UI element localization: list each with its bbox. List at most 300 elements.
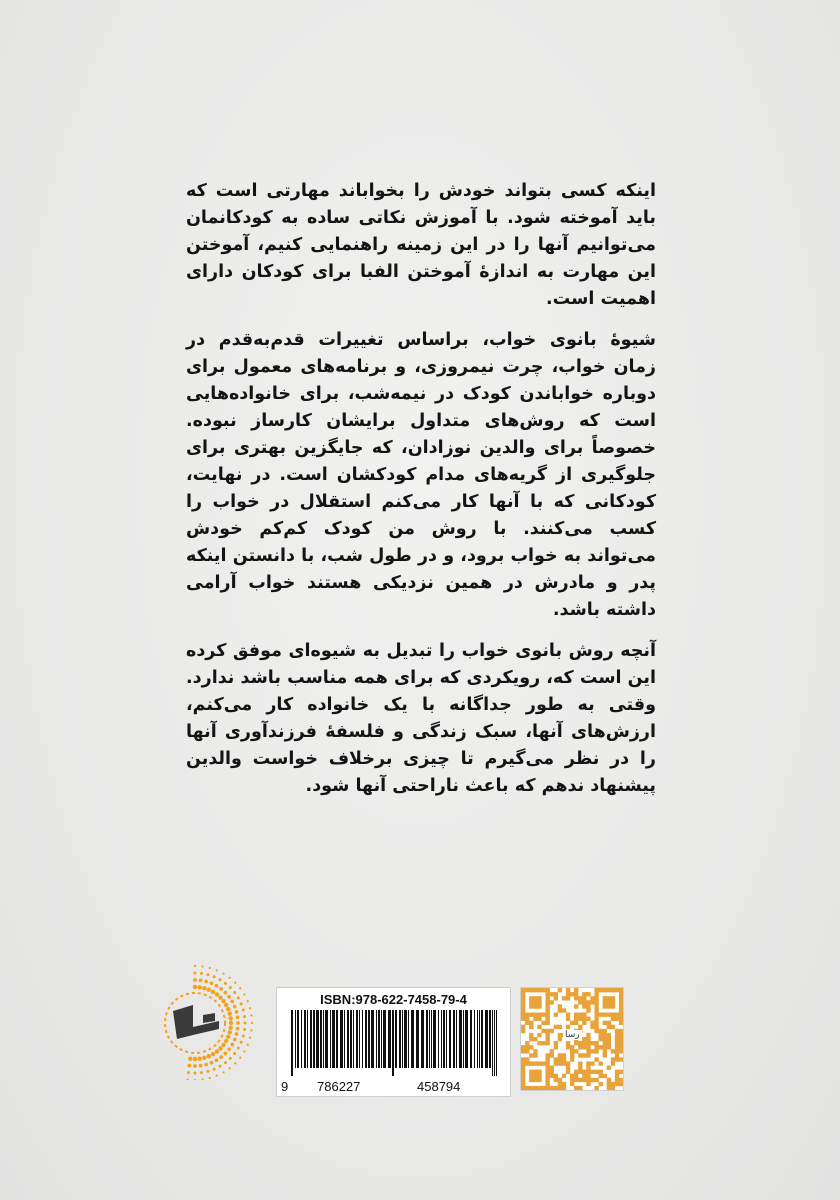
qr-module: [603, 1021, 607, 1025]
qr-module: [570, 1053, 574, 1057]
barcode-bar: [295, 1010, 296, 1068]
qr-module: [545, 1037, 549, 1041]
qr-module: [550, 1049, 554, 1053]
qr-module: [533, 1070, 537, 1074]
qr-module: [603, 988, 607, 992]
qr-module: [545, 1078, 549, 1082]
barcode-bar: [336, 1010, 338, 1068]
logo-ray-dot: [230, 1043, 234, 1047]
qr-module: [611, 1004, 615, 1008]
logo-ray-dot: [224, 1003, 228, 1007]
qr-module: [521, 1086, 525, 1090]
logo-ray-dot: [228, 1030, 232, 1034]
barcode-bar: [431, 1010, 432, 1068]
logo-ray-dot: [247, 1044, 249, 1046]
qr-module: [541, 1012, 545, 1016]
qr-module: [554, 1025, 558, 1029]
qr-module: [578, 1017, 582, 1021]
logo-ray-dot: [224, 982, 227, 985]
logo-ray-dot: [222, 1071, 224, 1073]
qr-code: [520, 987, 624, 1091]
qr-module: [558, 1033, 562, 1037]
qr-module: [558, 1082, 562, 1086]
logo-ray-dot: [229, 1067, 231, 1069]
barcode-bar: [365, 1010, 367, 1068]
barcode-bar: [459, 1010, 462, 1068]
qr-module: [574, 1041, 578, 1045]
qr-module: [586, 1045, 590, 1049]
qr-module: [550, 1000, 554, 1004]
qr-module: [607, 1025, 611, 1029]
qr-module: [570, 1082, 574, 1086]
qr-module: [545, 1029, 549, 1033]
qr-module: [594, 1012, 598, 1016]
qr-module: [603, 996, 607, 1000]
logo-ray-dot: [194, 1079, 196, 1080]
qr-module: [550, 1086, 554, 1090]
qr-module: [599, 1045, 603, 1049]
qr-module: [586, 1017, 590, 1021]
qr-module: [521, 996, 525, 1000]
qr-module: [619, 1004, 623, 1008]
qr-module: [574, 988, 578, 992]
logo-ray-dot: [224, 1039, 228, 1043]
qr-module: [541, 988, 545, 992]
qr-module: [525, 1057, 529, 1061]
qr-module: [582, 1000, 586, 1004]
qr-module: [550, 1074, 554, 1078]
qr-module: [619, 1008, 623, 1012]
paragraph-2: شیوهٔ بانوی خواب، براساس تغییرات قدم‌به‌قدم در زمان خواب، چرت نیمروزی، و برنامه‌های معمول برای دوباره خواباندن کودک در نیمه‌شب، برای خانواده‌هایی است که روش‌های متداول برایشان کارساز نبوده. خصوصاً برای والدین نوزادان، که جایگزین بهتری برای جلوگیری از گریه‌های مدام کودکشان است. در نهایت، کودکانی که با آنها کار می‌کنم استقلال در خواب را کسب می‌کنند. با روش من کودک کم‌کم خودش می‌تواند به خواب برود، و در طول شب، با دانستن اینکه پدر و مادرش در همین نزدیکی هستند خواب آرامی داشته باشد.: [186, 330, 656, 620]
logo-ray-dot: [201, 965, 203, 967]
qr-module: [615, 1078, 619, 1082]
qr-module: [521, 1045, 525, 1049]
qr-module: [562, 996, 566, 1000]
qr-module: [599, 1070, 603, 1074]
qr-module: [529, 1074, 533, 1078]
logo-ray-dot: [206, 1070, 209, 1073]
qr-module: [619, 1021, 623, 1025]
qr-module: [603, 1033, 607, 1037]
qr-center-label: رسا: [565, 1030, 580, 1040]
qr-module: [521, 1066, 525, 1070]
qr-module: [590, 1041, 594, 1045]
qr-module: [599, 1037, 603, 1041]
logo-ray-dot: [193, 978, 197, 982]
logo-ray-dot: [193, 985, 197, 989]
qr-module: [566, 988, 570, 992]
qr-module: [537, 1061, 541, 1065]
qr-module: [521, 1070, 525, 1074]
qr-module: [545, 988, 549, 992]
qr-module: [521, 1078, 525, 1082]
qr-module: [533, 1049, 537, 1053]
logo-ray-dot: [234, 982, 236, 984]
qr-module: [570, 992, 574, 996]
barcode-bar: [404, 1010, 407, 1068]
qr-module: [529, 1078, 533, 1082]
barcode-bar: [456, 1010, 457, 1068]
qr-module: [615, 1041, 619, 1045]
qr-module: [586, 1053, 590, 1057]
qr-module: [619, 1070, 623, 1074]
barcode-bar: [350, 1010, 352, 1068]
qr-module: [594, 1025, 598, 1029]
qr-module: [603, 1053, 607, 1057]
qr-module: [615, 1033, 619, 1037]
barcode-bar: [344, 1010, 345, 1068]
qr-module: [521, 1012, 525, 1016]
qr-module: [521, 1008, 525, 1012]
qr-module: [578, 1078, 582, 1082]
logo-ray-dot: [222, 972, 224, 974]
logo-ray-dot: [229, 986, 232, 989]
qr-module: [554, 1057, 558, 1061]
logo-ray-dot: [233, 1038, 237, 1042]
logo-ray-dot: [199, 979, 203, 983]
qr-module: [545, 1041, 549, 1045]
qr-module: [521, 1057, 525, 1061]
logo-ray-dot: [229, 977, 231, 979]
qr-module: [537, 996, 541, 1000]
qr-module: [603, 1074, 607, 1078]
qr-module: [574, 1074, 578, 1078]
qr-module: [582, 992, 586, 996]
qr-module: [590, 1078, 594, 1082]
logo-ray-dot: [242, 1034, 245, 1037]
logo-ray-dot: [235, 1032, 239, 1036]
barcode-bar: [489, 1010, 491, 1068]
logo-ray-dot: [219, 987, 223, 991]
logo-ray-dot: [249, 1007, 251, 1009]
logo-ray-dot: [233, 1052, 236, 1055]
qr-module: [619, 1041, 623, 1045]
publisher-logo: [163, 965, 273, 1080]
logo-ray-dot: [209, 1077, 211, 1079]
qr-module: [586, 1074, 590, 1078]
qr-module: [558, 1037, 562, 1041]
logo-ray-dot: [228, 1011, 232, 1015]
qr-module: [582, 996, 586, 1000]
qr-module: [586, 1041, 590, 1045]
barcode-bar: [310, 1010, 312, 1068]
qr-module: [541, 1021, 545, 1025]
qr-module: [611, 1082, 615, 1086]
qr-module: [590, 1021, 594, 1025]
qr-module: [529, 1004, 533, 1008]
qr-module: [611, 1061, 615, 1065]
qr-module: [578, 1045, 582, 1049]
qr-module: [586, 1082, 590, 1086]
qr-module: [525, 1021, 529, 1025]
qr-module: [545, 1086, 549, 1090]
logo-ray-dot: [210, 1061, 214, 1065]
logo-ray-dot: [229, 1057, 232, 1060]
qr-module: [521, 988, 525, 992]
qr-module: [586, 1000, 590, 1004]
qr-module: [599, 1029, 603, 1033]
qr-module: [582, 1053, 586, 1057]
qr-module: [578, 1086, 582, 1090]
qr-module: [570, 1045, 574, 1049]
logo-ray-dot: [243, 1050, 245, 1052]
qr-module: [615, 988, 619, 992]
qr-module: [529, 1037, 533, 1041]
barcode-bar: [325, 1010, 328, 1068]
barcode-bar: [332, 1010, 335, 1068]
qr-module: [607, 1000, 611, 1004]
qr-module: [582, 1041, 586, 1045]
qr-module: [586, 1049, 590, 1053]
qr-module: [615, 1053, 619, 1057]
qr-module: [537, 1000, 541, 1004]
qr-module: [611, 1057, 615, 1061]
qr-module: [545, 1004, 549, 1008]
barcode-bar: [453, 1010, 455, 1068]
qr-module: [619, 1037, 623, 1041]
qr-module: [603, 1045, 607, 1049]
logo-ray-dot: [207, 1054, 211, 1058]
qr-module: [586, 1061, 590, 1065]
barcode-digits-right: 458794: [417, 1079, 461, 1094]
qr-module: [525, 988, 529, 992]
qr-module: [574, 1004, 578, 1008]
qr-module: [607, 1033, 611, 1037]
qr-module: [533, 1000, 537, 1004]
logo-ray-dot: [226, 1035, 230, 1039]
barcode-bar: [463, 1010, 464, 1068]
qr-module: [570, 1074, 574, 1078]
qr-module: [545, 1082, 549, 1086]
qr-module: [619, 1017, 623, 1021]
qr-module: [545, 1070, 549, 1074]
qr-module: [521, 1082, 525, 1086]
qr-module: [619, 1082, 623, 1086]
qr-module: [578, 1041, 582, 1045]
qr-module: [574, 1070, 578, 1074]
qr-module: [529, 988, 533, 992]
isbn-barcode: [276, 987, 511, 1097]
qr-module: [619, 1045, 623, 1049]
qr-module: [574, 1049, 578, 1053]
qr-module: [533, 1004, 537, 1008]
qr-module: [537, 1012, 541, 1016]
qr-module: [594, 992, 598, 996]
qr-module: [545, 996, 549, 1000]
qr-module: [582, 1012, 586, 1016]
qr-module: [607, 996, 611, 1000]
qr-module: [582, 1004, 586, 1008]
qr-module: [586, 1070, 590, 1074]
logo-ray-dot: [243, 1015, 246, 1018]
logo-ray-dot: [250, 1014, 252, 1016]
qr-module: [554, 996, 558, 1000]
qr-module: [582, 1074, 586, 1078]
logo-ray-dot: [215, 1049, 219, 1053]
qr-module: [525, 1017, 529, 1021]
logo-ray-dot: [194, 1072, 197, 1075]
qr-module: [607, 1004, 611, 1008]
barcode-bar: [291, 1010, 293, 1076]
logo-ray-dot: [204, 980, 208, 984]
qr-module: [550, 1029, 554, 1033]
qr-module: [611, 1012, 615, 1016]
qr-module: [590, 1070, 594, 1074]
qr-module: [545, 1012, 549, 1016]
logo-ray-dot: [234, 1062, 236, 1064]
qr-module: [594, 1000, 598, 1004]
qr-module: [599, 988, 603, 992]
logo-ray-dot: [213, 975, 216, 978]
qr-module: [537, 1017, 541, 1021]
qr-module: [537, 1004, 541, 1008]
qr-module: [611, 1086, 615, 1090]
qr-module: [529, 1033, 533, 1037]
logo-ray-dot: [193, 1064, 197, 1068]
qr-module: [566, 1012, 570, 1016]
logo-ray-dot: [219, 1065, 222, 1068]
qr-module: [582, 1021, 586, 1025]
qr-module: [590, 996, 594, 1000]
barcode-bar: [429, 1010, 430, 1068]
logo-ray-dot: [242, 1009, 245, 1012]
qr-module: [570, 1057, 574, 1061]
logo-ray-dot: [221, 1043, 225, 1047]
qr-module: [615, 1017, 619, 1021]
qr-module: [607, 1041, 611, 1045]
qr-module: [533, 1037, 537, 1041]
qr-module: [594, 1017, 598, 1021]
qr-module: [607, 1037, 611, 1041]
logo-ray-dot: [240, 1041, 243, 1044]
qr-module: [554, 1041, 558, 1045]
qr-module: [607, 1086, 611, 1090]
qr-module: [594, 1045, 598, 1049]
logo-ray-dot: [210, 981, 214, 985]
logo-ray-dot: [213, 1068, 216, 1071]
qr-module: [566, 996, 570, 1000]
logo-ray-dot: [235, 1010, 239, 1014]
qr-module: [619, 1033, 623, 1037]
qr-module: [603, 1029, 607, 1033]
barcode-bar: [449, 1010, 451, 1068]
qr-module: [558, 1086, 562, 1090]
logo-ray-dot: [219, 1055, 223, 1059]
qr-module: [619, 988, 623, 992]
qr-module: [594, 1078, 598, 1082]
qr-module: [541, 1029, 545, 1033]
qr-module: [537, 1041, 541, 1045]
barcode-bar: [301, 1010, 302, 1068]
qr-module: [566, 992, 570, 996]
barcode-bar: [323, 1010, 324, 1068]
qr-module: [594, 1004, 598, 1008]
logo-ray-dot: [204, 1063, 208, 1067]
logo-ray-dot: [211, 1052, 215, 1056]
logo-ray-dot: [224, 1052, 228, 1056]
logo-ray-dot: [199, 1064, 203, 1068]
barcode-bar: [496, 1010, 497, 1076]
logo-ray-dot: [243, 993, 245, 995]
qr-module: [582, 1045, 586, 1049]
barcode-bar: [411, 1010, 414, 1068]
logo-ray-dot: [218, 995, 222, 999]
qr-module: [578, 1025, 582, 1029]
qr-module: [590, 1025, 594, 1029]
barcode-bar: [438, 1010, 439, 1068]
qr-module: [525, 1086, 529, 1090]
qr-module: [590, 1000, 594, 1004]
qr-module: [594, 1086, 598, 1090]
qr-module: [582, 1017, 586, 1021]
qr-module: [537, 1074, 541, 1078]
qr-module: [615, 1057, 619, 1061]
barcode-bar: [421, 1010, 424, 1068]
qr-module: [550, 1070, 554, 1074]
qr-module: [594, 1057, 598, 1061]
qr-module: [594, 996, 598, 1000]
logo-ray-dot: [228, 1025, 232, 1029]
barcode-bar: [477, 1010, 478, 1068]
qr-module: [607, 1082, 611, 1086]
logo-ray-dot: [188, 1064, 192, 1068]
qr-module: [533, 1086, 537, 1090]
barcode-bar: [479, 1010, 480, 1068]
qr-module: [615, 1074, 619, 1078]
qr-module: [594, 1021, 598, 1025]
qr-module: [615, 1037, 619, 1041]
qr-module: [525, 1012, 529, 1016]
qr-module: [586, 1078, 590, 1082]
barcode-bar: [359, 1010, 360, 1068]
paragraph-1: اینکه کسی بتواند خودش را بخواباند مهارتی است که باید آموخته شود. با آموزش نکاتی ساده به کودکانمان می‌توانیم آنها را در این زمینه راهنمایی کنیم، آموختن این مهارت به اندازهٔ آموختن الفبا برای کودکان دارای اهمیت است.: [186, 181, 656, 309]
qr-module: [529, 996, 533, 1000]
qr-module: [619, 1012, 623, 1016]
qr-module: [615, 1045, 619, 1049]
qr-module: [578, 1066, 582, 1070]
barcode-bar: [371, 1010, 374, 1068]
qr-module: [574, 1021, 578, 1025]
qr-module: [537, 1025, 541, 1029]
qr-module: [537, 1086, 541, 1090]
logo-ray-dot: [219, 978, 222, 981]
logo-ray-dot: [221, 999, 225, 1003]
qr-module: [537, 1033, 541, 1037]
barcode-bars: [285, 1010, 504, 1076]
logo-ray-dot: [216, 969, 218, 971]
qr-module: [558, 1078, 562, 1082]
qr-module: [525, 1061, 529, 1065]
qr-module: [533, 1074, 537, 1078]
qr-module: [566, 1061, 570, 1065]
barcode-bar: [304, 1010, 306, 1068]
qr-module: [603, 1041, 607, 1045]
paragraph-3: آنچه روش بانوی خواب را تبدیل به شیوه‌ای موفق کرده این است که، رویکردی که برای همه مناسب باشد ندارد. وقتی به طور جداگانه با یک خانواده کار می‌کنم، ارزش‌های آنها، سبک زندگی و فلسفهٔ فرزندآوری آنها را در نظر می‌گیرم تا چیزی برخلاف خواست والدین پیشنهاد ندهم که باعث ناراحتی آنها شود.: [186, 641, 656, 796]
qr-module: [586, 1033, 590, 1037]
qr-module: [582, 1037, 586, 1041]
barcode-bar: [426, 1010, 428, 1068]
qr-module: [594, 1049, 598, 1053]
barcode-bar: [408, 1010, 409, 1068]
qr-module: [558, 1057, 562, 1061]
qr-module: [615, 1070, 619, 1074]
qr-module: [533, 1017, 537, 1021]
qr-module: [586, 992, 590, 996]
logo-ray-dot: [224, 991, 228, 995]
qr-module: [541, 1041, 545, 1045]
qr-module: [574, 992, 578, 996]
qr-module: [554, 1061, 558, 1065]
